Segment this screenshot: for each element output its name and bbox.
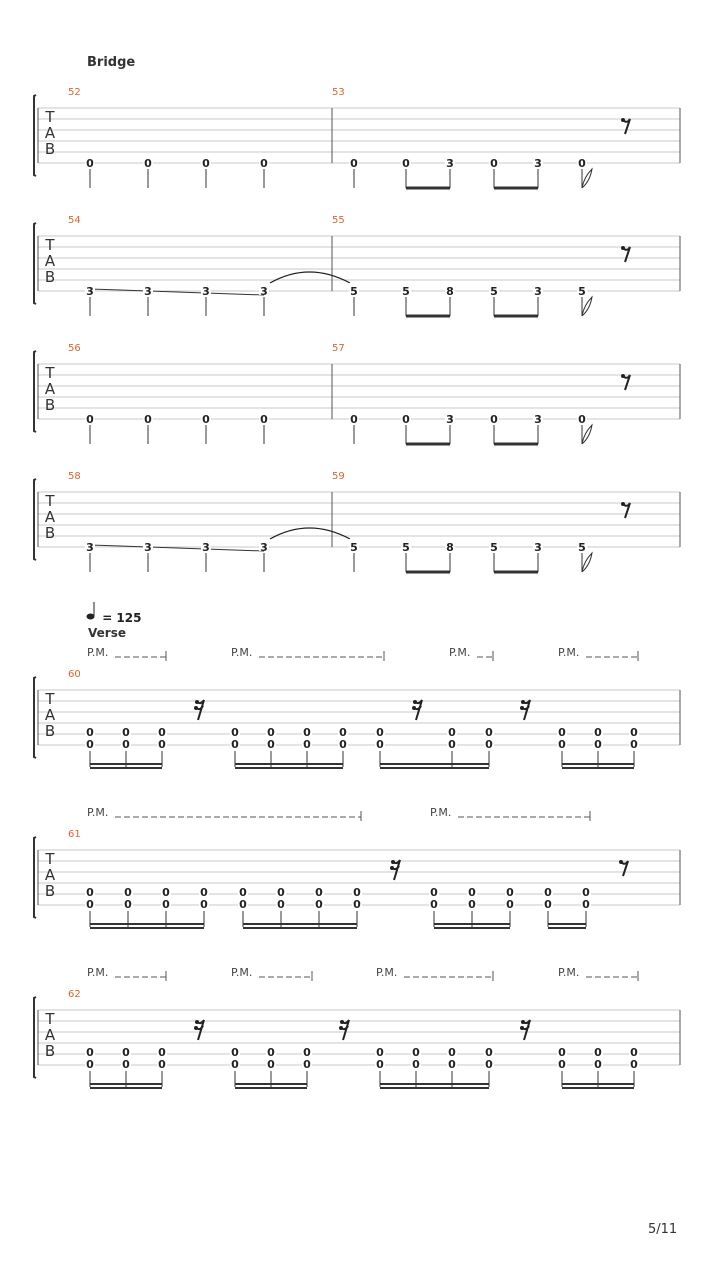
fret-number: 0 <box>448 738 456 751</box>
fret-number: 5 <box>490 541 498 554</box>
palm-mute-label: P.M. <box>87 646 109 659</box>
tab-clef-letter: A <box>44 380 56 398</box>
palm-mute-label: P.M. <box>376 966 398 979</box>
fret-number: 0 <box>402 157 410 170</box>
rest-dot <box>195 1020 199 1024</box>
fret-number: 0 <box>485 726 493 739</box>
fret-number: 0 <box>202 413 210 426</box>
fret-number: 0 <box>430 886 438 899</box>
fret-number: 3 <box>86 541 94 554</box>
fret-number: 0 <box>303 1058 311 1071</box>
fret-number: 8 <box>446 285 454 298</box>
fret-number: 0 <box>594 1046 602 1059</box>
fret-number: 8 <box>446 541 454 554</box>
fret-number: 0 <box>558 738 566 751</box>
palm-mute-label: P.M. <box>87 966 109 979</box>
fret-number: 0 <box>86 1046 94 1059</box>
fret-number: 5 <box>350 285 358 298</box>
fret-number: 0 <box>630 1058 638 1071</box>
fret-number: 5 <box>578 541 586 554</box>
measure-number: 59 <box>332 471 345 482</box>
system-bracket <box>34 223 36 304</box>
fret-number: 3 <box>534 541 542 554</box>
rest-dot <box>621 374 625 378</box>
fret-number: 0 <box>200 886 208 899</box>
fret-number: 0 <box>277 886 285 899</box>
tab-system-7 <box>34 966 680 1088</box>
tie-arc <box>270 272 350 283</box>
fret-number: 0 <box>122 1046 130 1059</box>
measure-number: 58 <box>68 471 81 482</box>
fret-number: 0 <box>430 898 438 911</box>
measure-number: 54 <box>68 215 81 226</box>
fret-number: 0 <box>260 157 268 170</box>
tab-clef-letter: A <box>44 124 56 142</box>
fret-number: 0 <box>122 1058 130 1071</box>
palm-mute-label: P.M. <box>231 966 253 979</box>
rest-dot <box>340 1020 344 1024</box>
tab-clef-letter: A <box>44 1026 56 1044</box>
fret-number: 0 <box>376 1046 384 1059</box>
fret-number: 5 <box>402 285 410 298</box>
fret-number: 0 <box>544 886 552 899</box>
fret-number: 0 <box>303 1046 311 1059</box>
fret-number: 3 <box>144 285 152 298</box>
fret-number: 0 <box>558 726 566 739</box>
rest-dot <box>194 706 198 710</box>
rest-dot <box>390 866 394 870</box>
fret-number: 0 <box>122 738 130 751</box>
fret-number: 0 <box>86 157 94 170</box>
fret-number: 0 <box>339 738 347 751</box>
measure-number: 60 <box>68 669 81 680</box>
fret-number: 0 <box>158 726 166 739</box>
tab-clef-letter: B <box>44 140 56 158</box>
system-bracket <box>34 479 36 560</box>
rest-dot <box>621 502 625 506</box>
palm-mute-label: P.M. <box>87 806 109 819</box>
fret-number: 0 <box>315 886 323 899</box>
rest-dot <box>194 1026 198 1030</box>
tab-clef-letter: T <box>45 690 55 708</box>
fret-number: 0 <box>303 726 311 739</box>
rest-dot <box>391 860 395 864</box>
fret-number: 0 <box>231 738 239 751</box>
fret-number: 0 <box>158 738 166 751</box>
fret-number: 0 <box>239 886 247 899</box>
fret-number: 0 <box>267 726 275 739</box>
system-bracket <box>34 997 36 1078</box>
tab-system-1 <box>34 87 680 188</box>
fret-number: 5 <box>490 285 498 298</box>
fret-number: 0 <box>277 898 285 911</box>
fret-number: 0 <box>267 738 275 751</box>
tempo-value: = 125 <box>102 611 142 625</box>
system-bracket <box>34 95 36 176</box>
measure-number: 53 <box>332 87 345 98</box>
fret-number: 3 <box>534 413 542 426</box>
tab-clef-letter: T <box>45 492 55 510</box>
fret-number: 0 <box>200 898 208 911</box>
tab-clef-letter: A <box>44 252 56 270</box>
measure-number: 61 <box>68 829 81 840</box>
fret-number: 0 <box>158 1058 166 1071</box>
rest-dot <box>520 1026 524 1030</box>
fret-number: 3 <box>446 413 454 426</box>
rest-dot <box>621 118 625 122</box>
tab-clef-letter: B <box>44 722 56 740</box>
fret-number: 0 <box>86 886 94 899</box>
fret-number: 3 <box>144 541 152 554</box>
fret-number: 3 <box>534 157 542 170</box>
rest-dot <box>621 246 625 250</box>
fret-number: 0 <box>239 898 247 911</box>
slide-line <box>90 289 264 295</box>
measure-number: 52 <box>68 87 81 98</box>
fret-number: 0 <box>485 738 493 751</box>
fret-number: 5 <box>350 541 358 554</box>
fret-number: 0 <box>448 726 456 739</box>
fret-number: 0 <box>490 157 498 170</box>
measure-number: 56 <box>68 343 81 354</box>
tab-clef-letter: B <box>44 268 56 286</box>
tab-system-5 <box>34 646 680 768</box>
fret-number: 0 <box>376 738 384 751</box>
fret-number: 0 <box>558 1046 566 1059</box>
fret-number: 0 <box>630 726 638 739</box>
fret-number: 0 <box>350 413 358 426</box>
fret-number: 3 <box>534 285 542 298</box>
fret-number: 0 <box>578 413 586 426</box>
fret-number: 3 <box>202 285 210 298</box>
fret-number: 0 <box>506 886 514 899</box>
fret-number: 0 <box>594 738 602 751</box>
fret-number: 0 <box>122 726 130 739</box>
fret-number: 0 <box>506 898 514 911</box>
rest-dot <box>619 860 623 864</box>
fret-number: 0 <box>231 726 239 739</box>
section-label-bridge: Bridge <box>87 55 136 70</box>
note-flag <box>582 169 592 188</box>
fret-number: 0 <box>448 1046 456 1059</box>
tab-system-2 <box>34 215 680 316</box>
section-label-verse: Verse <box>88 626 126 640</box>
palm-mute-label: P.M. <box>231 646 253 659</box>
fret-number: 0 <box>582 886 590 899</box>
rest-dot <box>521 1020 525 1024</box>
fret-number: 0 <box>267 1058 275 1071</box>
rest-dot <box>339 1026 343 1030</box>
fret-number: 0 <box>260 413 268 426</box>
fret-number: 0 <box>544 898 552 911</box>
tab-system-6 <box>34 806 680 928</box>
tab-clef-letter: B <box>44 396 56 414</box>
note-flag <box>582 553 592 572</box>
fret-number: 0 <box>86 738 94 751</box>
rest-dot <box>520 706 524 710</box>
rest-dot <box>195 700 199 704</box>
fret-number: 0 <box>558 1058 566 1071</box>
tab-clef-letter: T <box>45 108 55 126</box>
fret-number: 0 <box>578 157 586 170</box>
system-bracket <box>34 351 36 432</box>
fret-number: 0 <box>267 1046 275 1059</box>
fret-number: 3 <box>260 541 268 554</box>
fret-number: 5 <box>578 285 586 298</box>
palm-mute-label: P.M. <box>558 966 580 979</box>
fret-number: 3 <box>202 541 210 554</box>
fret-number: 0 <box>202 157 210 170</box>
fret-number: 0 <box>582 898 590 911</box>
fret-number: 0 <box>594 726 602 739</box>
measure-number: 62 <box>68 989 81 1000</box>
measure-number: 57 <box>332 343 345 354</box>
fret-number: 0 <box>162 886 170 899</box>
tab-clef-letter: A <box>44 866 56 884</box>
fret-number: 0 <box>158 1046 166 1059</box>
slide-line <box>90 545 264 551</box>
fret-number: 0 <box>86 898 94 911</box>
fret-number: 0 <box>339 726 347 739</box>
palm-mute-label: P.M. <box>449 646 471 659</box>
fret-number: 0 <box>630 738 638 751</box>
fret-number: 0 <box>412 1058 420 1071</box>
rest-dot <box>412 706 416 710</box>
fret-number: 0 <box>485 1046 493 1059</box>
fret-number: 0 <box>86 413 94 426</box>
fret-number: 0 <box>468 898 476 911</box>
note-flag <box>582 425 592 444</box>
fret-number: 0 <box>376 726 384 739</box>
fret-number: 0 <box>124 886 132 899</box>
system-bracket <box>34 837 36 918</box>
fret-number: 0 <box>376 1058 384 1071</box>
fret-number: 0 <box>315 898 323 911</box>
tab-system-3 <box>34 343 680 444</box>
fret-number: 0 <box>468 886 476 899</box>
fret-number: 0 <box>231 1046 239 1059</box>
tab-clef-letter: A <box>44 508 56 526</box>
fret-number: 0 <box>350 157 358 170</box>
tab-clef-letter: B <box>44 882 56 900</box>
fret-number: 0 <box>412 1046 420 1059</box>
fret-number: 0 <box>231 1058 239 1071</box>
fret-number: 0 <box>402 413 410 426</box>
fret-number: 5 <box>402 541 410 554</box>
fret-number: 0 <box>162 898 170 911</box>
fret-number: 0 <box>485 1058 493 1071</box>
tab-system-4 <box>34 471 680 572</box>
tie-arc <box>270 528 350 539</box>
fret-number: 3 <box>446 157 454 170</box>
fret-number: 3 <box>260 285 268 298</box>
system-bracket <box>34 677 36 758</box>
note-flag <box>582 297 592 316</box>
tab-clef-letter: T <box>45 1010 55 1028</box>
rest-dot <box>413 700 417 704</box>
page-number: 5/11 <box>648 1222 678 1237</box>
fret-number: 3 <box>86 285 94 298</box>
fret-number: 0 <box>630 1046 638 1059</box>
tab-clef-letter: A <box>44 706 56 724</box>
tab-clef-letter: T <box>45 236 55 254</box>
tab-clef-letter: T <box>45 850 55 868</box>
fret-number: 0 <box>86 726 94 739</box>
palm-mute-label: P.M. <box>430 806 452 819</box>
fret-number: 0 <box>353 898 361 911</box>
fret-number: 0 <box>448 1058 456 1071</box>
measure-number: 55 <box>332 215 345 226</box>
fret-number: 0 <box>303 738 311 751</box>
fret-number: 0 <box>86 1058 94 1071</box>
fret-number: 0 <box>490 413 498 426</box>
tab-clef-letter: B <box>44 1042 56 1060</box>
fret-number: 0 <box>124 898 132 911</box>
fret-number: 0 <box>144 413 152 426</box>
fret-number: 0 <box>353 886 361 899</box>
rest-dot <box>521 700 525 704</box>
tab-clef-letter: B <box>44 524 56 542</box>
palm-mute-label: P.M. <box>558 646 580 659</box>
fret-number: 0 <box>144 157 152 170</box>
fret-number: 0 <box>594 1058 602 1071</box>
tab-clef-letter: T <box>45 364 55 382</box>
